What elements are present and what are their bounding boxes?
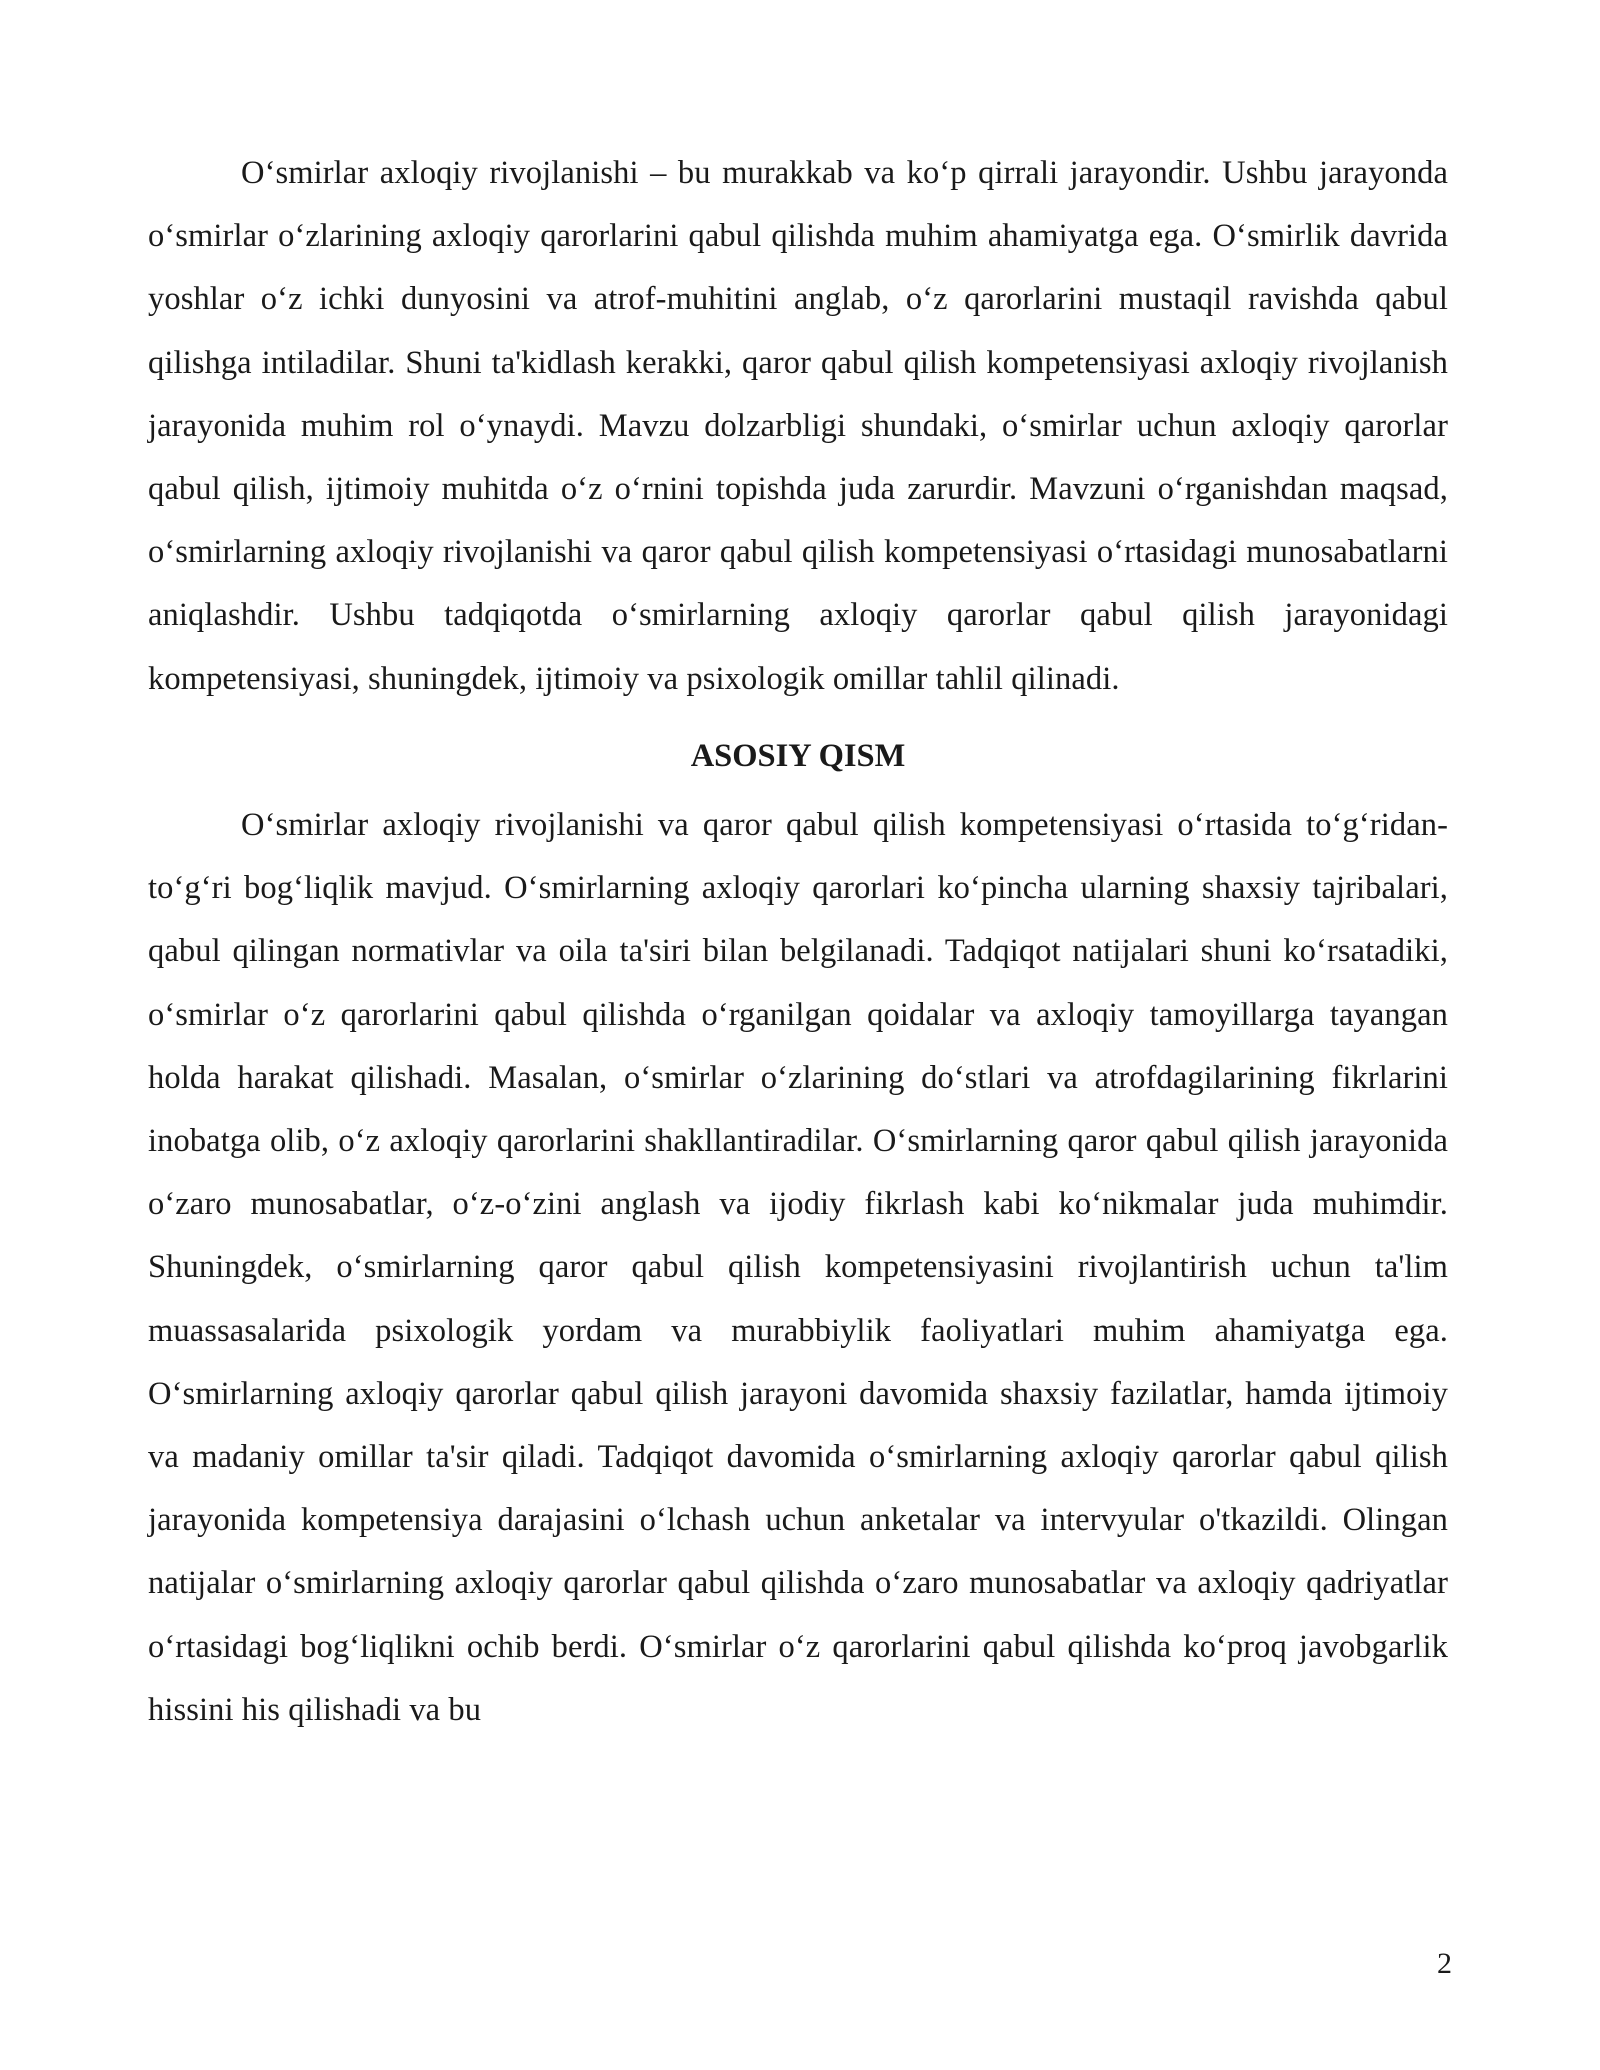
page-number: 2 xyxy=(1437,1947,1452,1980)
main-paragraph: O‘smirlar axloqiy rivojlanishi va qaror qabul qilish kompetensiyasi o‘rtasida to‘g‘ridan-to‘g‘ri bog‘liqlik mavjud. O‘smirlarning axloqiy qarorlari ko‘pincha ularning shaxsiy tajribalari, qabul qilingan normativlar va oila ta'siri bilan belgilanadi. Tadqiqot natijalari shuni ko‘rsatadiki, o‘smirlar o‘z qarorlarini qabul qilishda o‘rganilgan qoidalar va axloqiy tamoyillarga tayangan holda harakat qilishadi. Masalan, o‘smirlar o‘zlarining do‘stlari va atrofdagilarining fikrlarini inobatga olib, o‘z axloqiy qarorlarini shakllantiradilar. O‘smirlarning qaror qabul qilish jarayonida o‘zaro munosabatlar, o‘z-o‘zini anglash va ijodiy fikrlash kabi ko‘nikmalar juda muhimdir. Shuningdek, o‘smirlarning qaror qabul qilish kompetensiyasini rivojlantirish uchun ta'lim muassasalarida psixologik yordam va murabbiylik faoliyatlari muhim ahamiyatga ega. O‘smirlarning axloqiy qarorlar qabul qilish jarayoni davomida shaxsiy fazilatlar, hamda ijtimoiy va madaniy omillar ta'sir qiladi. Tadqiqot davomida o‘smirlarning axloqiy qarorlar qabul qilish jarayonida kompetensiya darajasini o‘lchash uchun anketalar va intervyular o'tkazildi. Olingan natijalar o‘smirlarning axloqiy qarorlar qabul qilishda o‘zaro munosabatlar va axloqiy qadriyatlar o‘rtasidagi bog‘liqlikni ochib berdi. O‘smirlar o‘z qarorlarini qabul qilishda ko‘proq javobgarlik hissini his qilishadi va bu xyxy=(148,807,1448,1728)
text-body xyxy=(148,142,1448,1742)
intro-paragraph: O‘smirlar axloqiy rivojlanishi – bu murakkab va ko‘p qirrali jarayondir. Ushbu jarayonda o‘smirlar o‘zlarining axloqiy qarorlarini qabul qilishda muhim ahamiyatga ega. O‘smirlik davrida yoshlar o‘z ichki dunyosini va atrof-muhitini anglab, o‘z qarorlarini mustaqil ravishda qabul qilishga intiladilar. Shuni ta'kidlash kerakki, qaror qabul qilish kompetensiyasi axloqiy rivojlanish jarayonida muhim rol o‘ynaydi. Mavzu dolzarbligi shundaki, o‘smirlar uchun axloqiy qarorlar qabul qilish, ijtimoiy muhitda o‘z o‘rnini topishda juda zarurdir. Mavzuni o‘rganishdan maqsad, o‘smirlarning axloqiy rivojlanishi va qaror qabul qilish kompetensiyasi o‘rtasidagi munosabatlarni aniqlashdir. Ushbu tadqiqotda o‘smirlarning axloqiy qarorlar qabul qilish jarayonidagi kompetensiyasi, shuningdek, ijtimoiy va psixologik omillar tahlil qilinadi. xyxy=(148,155,1448,697)
section-heading: ASOSIY QISM xyxy=(690,737,906,774)
